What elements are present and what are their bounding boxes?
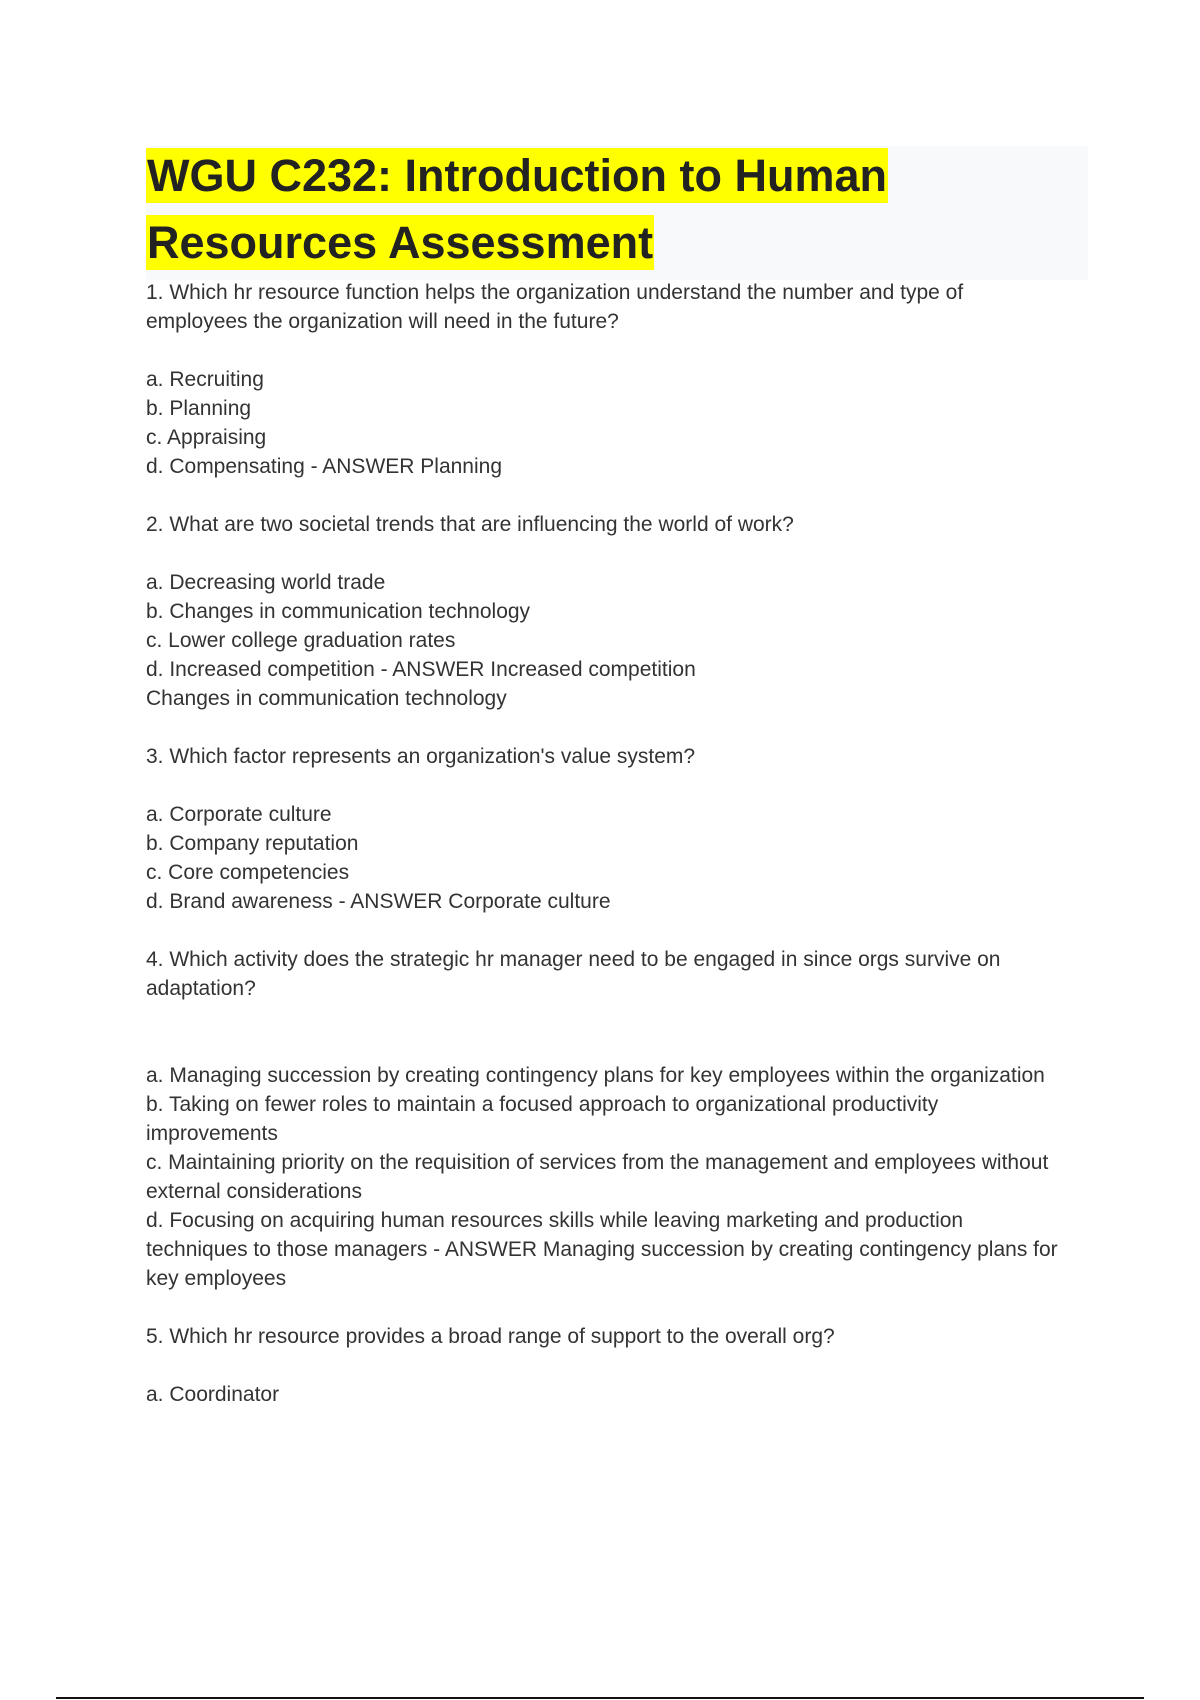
document-content: [146, 278, 1066, 1409]
question-text: 4. Which activity does the strategic hr manager need to be engaged in since orgs survive on adaptation?: [146, 948, 1001, 1000]
document-title: [146, 142, 946, 276]
option-d-answer: d. Brand awareness - ANSWER Corporate culture: [146, 890, 611, 913]
question-text: 2. What are two societal trends that are influencing the world of work?: [146, 513, 794, 536]
question-4: [146, 945, 1066, 1293]
question-text: 1. Which hr resource function helps the organization understand the number and type of employees the organization will need in the future?: [146, 281, 964, 333]
answer-options: [146, 1380, 1066, 1409]
question-1: [146, 278, 1066, 481]
option-c: c. Core competencies: [146, 861, 350, 884]
question-3: [146, 742, 1066, 916]
option-a: a. Coordinator: [146, 1383, 280, 1406]
option-d-answer: d. Increased competition - ANSWER Increased competition: [146, 658, 696, 681]
option-d-answer: d. Focusing on acquiring human resources skills while leaving marketing and production techniques to those managers - ANSWER Managing succession by creating contingency plans for key employees: [146, 1209, 1058, 1290]
answer-options: [146, 568, 1066, 713]
option-a: a. Managing succession by creating contingency plans for key employees within the organization: [146, 1064, 1045, 1087]
question-5: [146, 1322, 1066, 1409]
answer-options: [146, 365, 1066, 481]
option-d-answer: d. Compensating - ANSWER Planning: [146, 455, 503, 478]
option-b: b. Company reputation: [146, 832, 359, 855]
option-b: b. Taking on fewer roles to maintain a focused approach to organizational productivity improvements: [146, 1093, 939, 1145]
title-line-1: WGU C232: Introduction to Human: [147, 150, 887, 201]
option-a: a. Recruiting: [146, 368, 264, 391]
answer-continuation: Changes in communication technology: [146, 687, 507, 710]
option-c: c. Lower college graduation rates: [146, 629, 456, 652]
title-line-2: Resources Assessment: [147, 217, 654, 268]
option-b: b. Changes in communication technology: [146, 600, 531, 623]
question-text: 5. Which hr resource provides a broad range of support to the overall org?: [146, 1325, 835, 1348]
spacer: [146, 1293, 1066, 1322]
answer-options: [146, 800, 1066, 916]
option-c: c. Maintaining priority on the requisition of services from the management and employees without external considerations: [146, 1151, 1049, 1203]
option-a: a. Decreasing world trade: [146, 571, 386, 594]
option-c: c. Appraising: [146, 426, 267, 449]
option-a: a. Corporate culture: [146, 803, 332, 826]
spacer: [146, 481, 1066, 510]
option-b: b. Planning: [146, 397, 252, 420]
answer-options: [146, 1061, 1066, 1293]
spacer: [146, 713, 1066, 742]
spacer: [146, 1003, 1066, 1061]
spacer: [146, 916, 1066, 945]
page-bottom-rule: [56, 1697, 1144, 1699]
question-2: [146, 510, 1066, 713]
question-text: 3. Which factor represents an organization's value system?: [146, 745, 696, 768]
